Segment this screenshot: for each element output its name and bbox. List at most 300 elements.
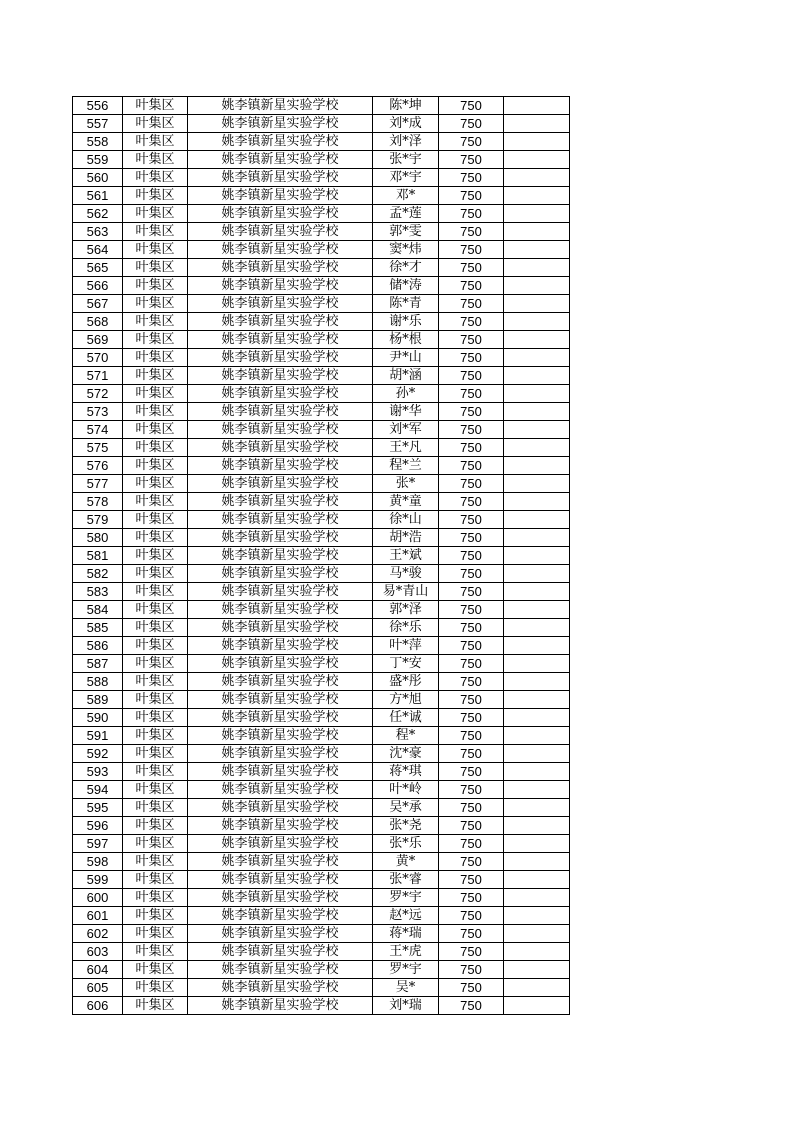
table-row (73, 475, 570, 493)
cell-school: 姚李镇新星实验学校 (188, 853, 373, 871)
table-row (73, 295, 570, 313)
cell-student-name: 丁*安 (373, 655, 439, 673)
cell-district: 叶集区 (123, 979, 188, 997)
cell-student-name: 蒋*瑞 (373, 925, 439, 943)
table-row (73, 115, 570, 133)
cell-student-name: 马*骏 (373, 565, 439, 583)
cell-note (504, 763, 570, 781)
cell-school: 姚李镇新星实验学校 (188, 169, 373, 187)
cell-school: 姚李镇新星实验学校 (188, 439, 373, 457)
table-row (73, 277, 570, 295)
cell-note (504, 97, 570, 115)
cell-number: 601 (73, 907, 123, 925)
cell-number: 597 (73, 835, 123, 853)
cell-number: 568 (73, 313, 123, 331)
cell-district: 叶集区 (123, 889, 188, 907)
cell-note (504, 925, 570, 943)
cell-school: 姚李镇新星实验学校 (188, 781, 373, 799)
cell-note (504, 709, 570, 727)
table-row (73, 583, 570, 601)
cell-score: 750 (439, 799, 504, 817)
cell-school: 姚李镇新星实验学校 (188, 493, 373, 511)
cell-district: 叶集区 (123, 709, 188, 727)
cell-number: 565 (73, 259, 123, 277)
cell-student-name: 刘*泽 (373, 133, 439, 151)
cell-score: 750 (439, 187, 504, 205)
cell-student-name: 郭*泽 (373, 601, 439, 619)
cell-district: 叶集区 (123, 367, 188, 385)
cell-number: 571 (73, 367, 123, 385)
cell-student-name: 吴*承 (373, 799, 439, 817)
cell-number: 604 (73, 961, 123, 979)
cell-note (504, 673, 570, 691)
cell-student-name: 叶*萍 (373, 637, 439, 655)
cell-student-name: 谢*乐 (373, 313, 439, 331)
cell-school: 姚李镇新星实验学校 (188, 511, 373, 529)
cell-note (504, 169, 570, 187)
cell-school: 姚李镇新星实验学校 (188, 403, 373, 421)
cell-score: 750 (439, 493, 504, 511)
cell-school: 姚李镇新星实验学校 (188, 529, 373, 547)
table-row (73, 529, 570, 547)
table-row (73, 223, 570, 241)
cell-student-name: 叶*岭 (373, 781, 439, 799)
table-row (73, 187, 570, 205)
cell-school: 姚李镇新星实验学校 (188, 601, 373, 619)
cell-score: 750 (439, 979, 504, 997)
cell-district: 叶集区 (123, 511, 188, 529)
cell-district: 叶集区 (123, 295, 188, 313)
cell-number: 559 (73, 151, 123, 169)
cell-district: 叶集区 (123, 133, 188, 151)
table-row (73, 457, 570, 475)
cell-district: 叶集区 (123, 439, 188, 457)
cell-score: 750 (439, 565, 504, 583)
cell-district: 叶集区 (123, 385, 188, 403)
cell-school: 姚李镇新星实验学校 (188, 421, 373, 439)
cell-student-name: 徐*山 (373, 511, 439, 529)
cell-note (504, 565, 570, 583)
cell-student-name: 窦*炜 (373, 241, 439, 259)
cell-school: 姚李镇新星实验学校 (188, 133, 373, 151)
cell-number: 579 (73, 511, 123, 529)
cell-score: 750 (439, 673, 504, 691)
cell-school: 姚李镇新星实验学校 (188, 871, 373, 889)
cell-student-name: 赵*远 (373, 907, 439, 925)
cell-score: 750 (439, 709, 504, 727)
cell-student-name: 王*虎 (373, 943, 439, 961)
cell-note (504, 655, 570, 673)
cell-student-name: 徐*乐 (373, 619, 439, 637)
cell-note (504, 205, 570, 223)
cell-score: 750 (439, 241, 504, 259)
cell-score: 750 (439, 313, 504, 331)
cell-note (504, 277, 570, 295)
cell-score: 750 (439, 817, 504, 835)
cell-school: 姚李镇新星实验学校 (188, 817, 373, 835)
cell-district: 叶集区 (123, 475, 188, 493)
table-row (73, 547, 570, 565)
table-row (73, 151, 570, 169)
table-row (73, 169, 570, 187)
cell-note (504, 511, 570, 529)
cell-district: 叶集区 (123, 961, 188, 979)
cell-number: 558 (73, 133, 123, 151)
cell-note (504, 799, 570, 817)
cell-student-name: 刘*成 (373, 115, 439, 133)
cell-note (504, 727, 570, 745)
cell-score: 750 (439, 529, 504, 547)
cell-district: 叶集区 (123, 205, 188, 223)
cell-district: 叶集区 (123, 493, 188, 511)
cell-number: 574 (73, 421, 123, 439)
table-row (73, 421, 570, 439)
table-row (73, 511, 570, 529)
cell-score: 750 (439, 583, 504, 601)
cell-number: 567 (73, 295, 123, 313)
cell-note (504, 403, 570, 421)
cell-note (504, 349, 570, 367)
cell-score: 750 (439, 511, 504, 529)
cell-student-name: 沈*豪 (373, 745, 439, 763)
table-row (73, 259, 570, 277)
cell-number: 596 (73, 817, 123, 835)
cell-school: 姚李镇新星实验学校 (188, 709, 373, 727)
cell-school: 姚李镇新星实验学校 (188, 151, 373, 169)
cell-number: 577 (73, 475, 123, 493)
cell-number: 595 (73, 799, 123, 817)
cell-district: 叶集区 (123, 583, 188, 601)
cell-number: 582 (73, 565, 123, 583)
cell-note (504, 835, 570, 853)
cell-score: 750 (439, 835, 504, 853)
cell-student-name: 程* (373, 727, 439, 745)
cell-note (504, 637, 570, 655)
table-row (73, 943, 570, 961)
cell-score: 750 (439, 871, 504, 889)
cell-note (504, 367, 570, 385)
cell-school: 姚李镇新星实验学校 (188, 547, 373, 565)
cell-note (504, 979, 570, 997)
table-row (73, 889, 570, 907)
cell-score: 750 (439, 619, 504, 637)
cell-district: 叶集区 (123, 781, 188, 799)
cell-student-name: 王*凡 (373, 439, 439, 457)
cell-student-name: 张*睿 (373, 871, 439, 889)
cell-district: 叶集区 (123, 187, 188, 205)
cell-school: 姚李镇新星实验学校 (188, 349, 373, 367)
cell-school: 姚李镇新星实验学校 (188, 835, 373, 853)
cell-note (504, 601, 570, 619)
cell-note (504, 439, 570, 457)
cell-student-name: 陈*青 (373, 295, 439, 313)
cell-school: 姚李镇新星实验学校 (188, 907, 373, 925)
cell-note (504, 817, 570, 835)
cell-number: 576 (73, 457, 123, 475)
cell-note (504, 313, 570, 331)
cell-note (504, 745, 570, 763)
cell-number: 590 (73, 709, 123, 727)
cell-school: 姚李镇新星实验学校 (188, 367, 373, 385)
table-row (73, 97, 570, 115)
cell-school: 姚李镇新星实验学校 (188, 727, 373, 745)
cell-number: 583 (73, 583, 123, 601)
table-row (73, 997, 570, 1015)
cell-score: 750 (439, 745, 504, 763)
cell-number: 592 (73, 745, 123, 763)
cell-score: 750 (439, 601, 504, 619)
cell-district: 叶集区 (123, 565, 188, 583)
cell-student-name: 胡*涵 (373, 367, 439, 385)
cell-district: 叶集区 (123, 637, 188, 655)
cell-note (504, 457, 570, 475)
cell-note (504, 475, 570, 493)
cell-district: 叶集区 (123, 727, 188, 745)
table-row (73, 727, 570, 745)
cell-score: 750 (439, 223, 504, 241)
cell-school: 姚李镇新星实验学校 (188, 619, 373, 637)
cell-note (504, 187, 570, 205)
cell-note (504, 421, 570, 439)
cell-school: 姚李镇新星实验学校 (188, 655, 373, 673)
cell-district: 叶集区 (123, 331, 188, 349)
cell-school: 姚李镇新星实验学校 (188, 583, 373, 601)
cell-student-name: 储*涛 (373, 277, 439, 295)
cell-district: 叶集区 (123, 871, 188, 889)
table-row (73, 799, 570, 817)
cell-student-name: 孟*莲 (373, 205, 439, 223)
cell-school: 姚李镇新星实验学校 (188, 115, 373, 133)
cell-district: 叶集区 (123, 151, 188, 169)
cell-school: 姚李镇新星实验学校 (188, 673, 373, 691)
cell-school: 姚李镇新星实验学校 (188, 241, 373, 259)
cell-number: 594 (73, 781, 123, 799)
cell-student-name: 张*尧 (373, 817, 439, 835)
cell-score: 750 (439, 439, 504, 457)
cell-school: 姚李镇新星实验学校 (188, 889, 373, 907)
cell-school: 姚李镇新星实验学校 (188, 187, 373, 205)
table-row (73, 853, 570, 871)
cell-number: 588 (73, 673, 123, 691)
table-row (73, 637, 570, 655)
cell-school: 姚李镇新星实验学校 (188, 223, 373, 241)
cell-note (504, 871, 570, 889)
cell-number: 569 (73, 331, 123, 349)
cell-score: 750 (439, 655, 504, 673)
cell-student-name: 刘*瑞 (373, 997, 439, 1015)
table-row (73, 241, 570, 259)
cell-number: 600 (73, 889, 123, 907)
cell-number: 603 (73, 943, 123, 961)
cell-district: 叶集区 (123, 403, 188, 421)
cell-score: 750 (439, 727, 504, 745)
cell-number: 570 (73, 349, 123, 367)
cell-score: 750 (439, 781, 504, 799)
cell-number: 581 (73, 547, 123, 565)
cell-student-name: 罗*宇 (373, 961, 439, 979)
cell-score: 750 (439, 889, 504, 907)
cell-district: 叶集区 (123, 601, 188, 619)
cell-student-name: 徐*才 (373, 259, 439, 277)
cell-note (504, 997, 570, 1015)
cell-number: 586 (73, 637, 123, 655)
cell-number: 561 (73, 187, 123, 205)
cell-school: 姚李镇新星实验学校 (188, 475, 373, 493)
cell-score: 750 (439, 151, 504, 169)
cell-note (504, 853, 570, 871)
table-row (73, 439, 570, 457)
cell-score: 750 (439, 205, 504, 223)
cell-student-name: 孙* (373, 385, 439, 403)
cell-student-name: 黄*童 (373, 493, 439, 511)
cell-note (504, 619, 570, 637)
cell-score: 750 (439, 169, 504, 187)
cell-district: 叶集区 (123, 547, 188, 565)
cell-district: 叶集区 (123, 619, 188, 637)
cell-school: 姚李镇新星实验学校 (188, 979, 373, 997)
cell-score: 750 (439, 457, 504, 475)
cell-student-name: 尹*山 (373, 349, 439, 367)
cell-district: 叶集区 (123, 259, 188, 277)
cell-note (504, 223, 570, 241)
cell-number: 587 (73, 655, 123, 673)
cell-school: 姚李镇新星实验学校 (188, 763, 373, 781)
cell-number: 593 (73, 763, 123, 781)
table-row (73, 871, 570, 889)
cell-note (504, 781, 570, 799)
cell-school: 姚李镇新星实验学校 (188, 943, 373, 961)
table-row (73, 709, 570, 727)
cell-district: 叶集区 (123, 853, 188, 871)
table-row (73, 979, 570, 997)
cell-note (504, 547, 570, 565)
cell-school: 姚李镇新星实验学校 (188, 997, 373, 1015)
cell-number: 566 (73, 277, 123, 295)
cell-score: 750 (439, 349, 504, 367)
cell-score: 750 (439, 637, 504, 655)
table-row (73, 691, 570, 709)
cell-number: 599 (73, 871, 123, 889)
table-row (73, 133, 570, 151)
cell-school: 姚李镇新星实验学校 (188, 745, 373, 763)
cell-score: 750 (439, 295, 504, 313)
cell-district: 叶集区 (123, 691, 188, 709)
cell-school: 姚李镇新星实验学校 (188, 799, 373, 817)
table-row (73, 745, 570, 763)
cell-student-name: 陈*坤 (373, 97, 439, 115)
table-row (73, 925, 570, 943)
cell-note (504, 385, 570, 403)
table-row (73, 205, 570, 223)
cell-school: 姚李镇新星实验学校 (188, 925, 373, 943)
cell-score: 750 (439, 691, 504, 709)
table-row (73, 619, 570, 637)
cell-number: 562 (73, 205, 123, 223)
cell-number: 575 (73, 439, 123, 457)
cell-note (504, 151, 570, 169)
cell-school: 姚李镇新星实验学校 (188, 259, 373, 277)
cell-district: 叶集区 (123, 799, 188, 817)
table-body (73, 97, 570, 1015)
cell-student-name: 易*青山 (373, 583, 439, 601)
cell-score: 750 (439, 763, 504, 781)
cell-district: 叶集区 (123, 763, 188, 781)
cell-note (504, 907, 570, 925)
cell-district: 叶集区 (123, 277, 188, 295)
cell-number: 605 (73, 979, 123, 997)
cell-student-name: 郭*雯 (373, 223, 439, 241)
cell-score: 750 (439, 133, 504, 151)
cell-district: 叶集区 (123, 223, 188, 241)
cell-note (504, 115, 570, 133)
cell-score: 750 (439, 853, 504, 871)
cell-student-name: 任*诚 (373, 709, 439, 727)
cell-number: 606 (73, 997, 123, 1015)
cell-district: 叶集区 (123, 817, 188, 835)
table-row (73, 493, 570, 511)
table-row (73, 835, 570, 853)
cell-score: 750 (439, 385, 504, 403)
cell-score: 750 (439, 115, 504, 133)
table-row (73, 907, 570, 925)
cell-school: 姚李镇新星实验学校 (188, 961, 373, 979)
cell-district: 叶集区 (123, 97, 188, 115)
cell-score: 750 (439, 547, 504, 565)
cell-student-name: 蒋*琪 (373, 763, 439, 781)
cell-number: 556 (73, 97, 123, 115)
cell-student-name: 张*宇 (373, 151, 439, 169)
cell-note (504, 331, 570, 349)
cell-district: 叶集区 (123, 241, 188, 259)
cell-number: 591 (73, 727, 123, 745)
cell-school: 姚李镇新星实验学校 (188, 457, 373, 475)
cell-note (504, 691, 570, 709)
cell-district: 叶集区 (123, 673, 188, 691)
cell-student-name: 邓*宇 (373, 169, 439, 187)
cell-student-name: 胡*浩 (373, 529, 439, 547)
cell-note (504, 583, 570, 601)
cell-number: 572 (73, 385, 123, 403)
cell-score: 750 (439, 997, 504, 1015)
cell-score: 750 (439, 943, 504, 961)
cell-score: 750 (439, 97, 504, 115)
table-row (73, 601, 570, 619)
cell-score: 750 (439, 403, 504, 421)
cell-number: 580 (73, 529, 123, 547)
table-row (73, 565, 570, 583)
table-row (73, 367, 570, 385)
cell-note (504, 133, 570, 151)
cell-score: 750 (439, 961, 504, 979)
cell-district: 叶集区 (123, 835, 188, 853)
cell-district: 叶集区 (123, 115, 188, 133)
cell-student-name: 黄* (373, 853, 439, 871)
table-row (73, 673, 570, 691)
cell-number: 557 (73, 115, 123, 133)
cell-note (504, 295, 570, 313)
cell-score: 750 (439, 277, 504, 295)
cell-note (504, 961, 570, 979)
cell-district: 叶集区 (123, 655, 188, 673)
cell-student-name: 杨*根 (373, 331, 439, 349)
cell-school: 姚李镇新星实验学校 (188, 97, 373, 115)
cell-district: 叶集区 (123, 907, 188, 925)
cell-note (504, 889, 570, 907)
cell-district: 叶集区 (123, 529, 188, 547)
cell-student-name: 邓* (373, 187, 439, 205)
cell-number: 585 (73, 619, 123, 637)
cell-number: 589 (73, 691, 123, 709)
